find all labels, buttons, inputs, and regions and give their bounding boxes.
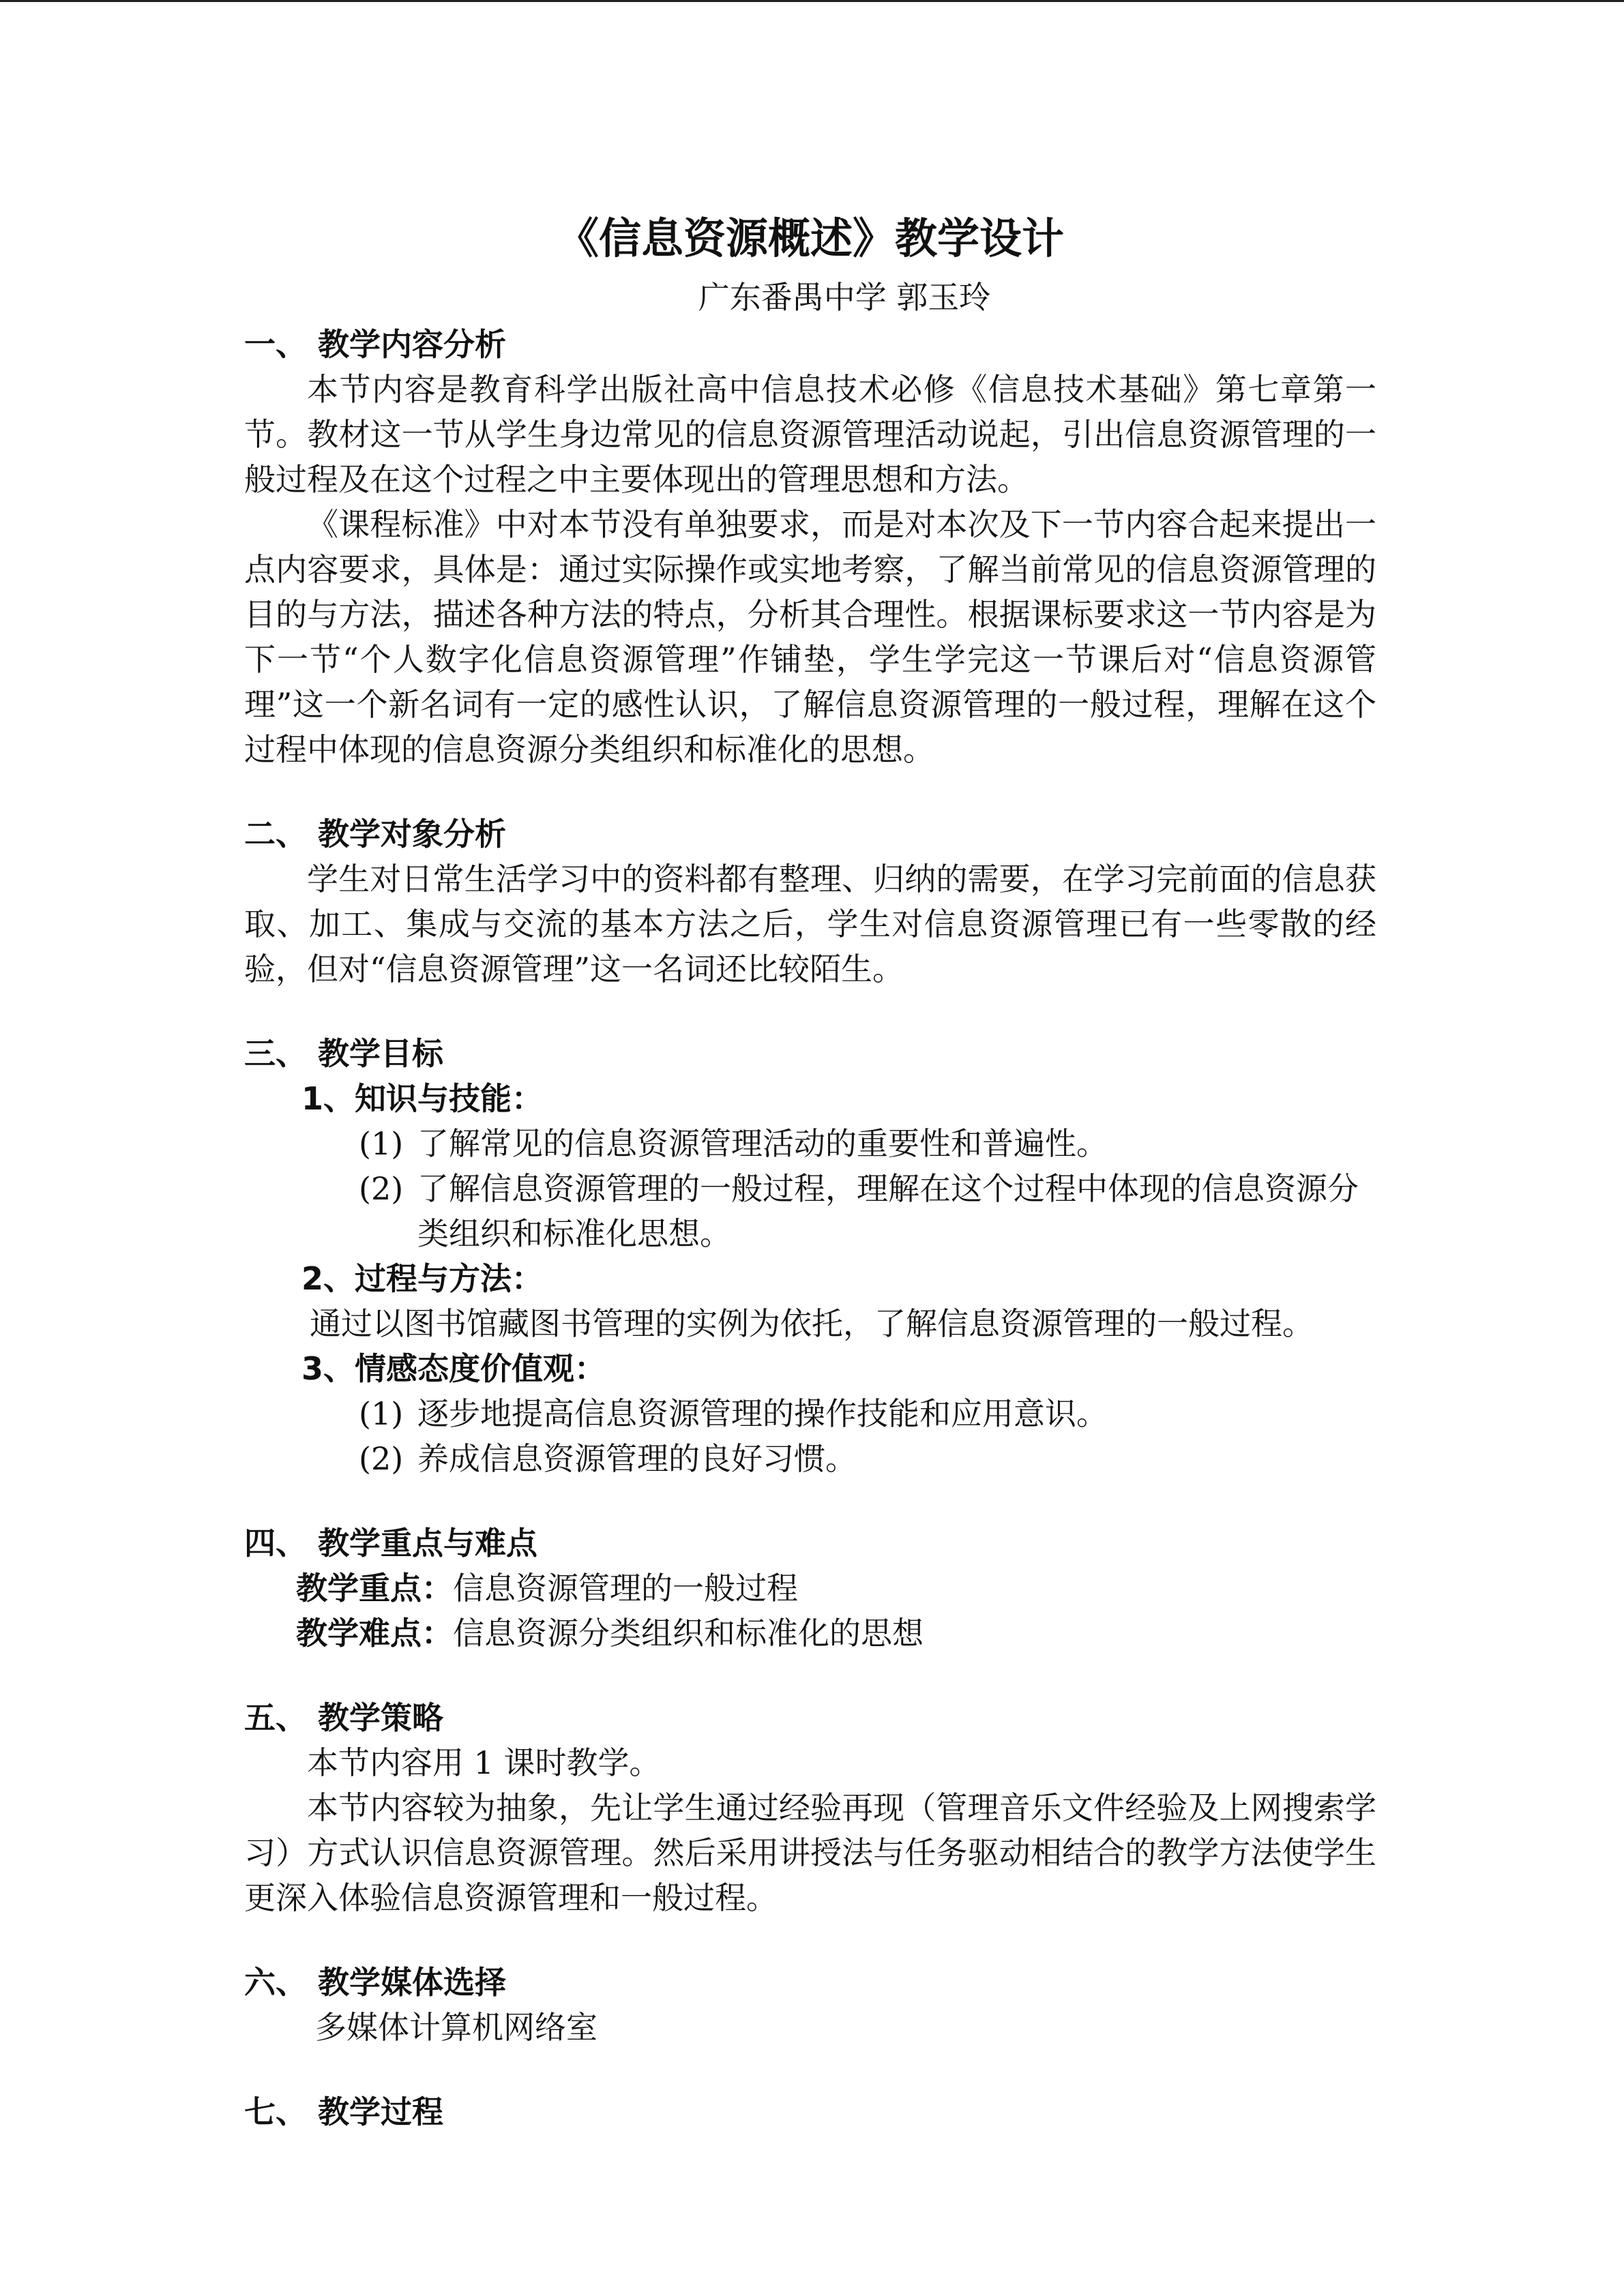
objective-attitude-heading: 3、情感态度价值观： [301, 1350, 606, 1387]
document-author: 广东番禺中学 郭玉玲 [698, 279, 991, 316]
section-5-title: 教学策略 [318, 1699, 443, 1736]
list-marker: (2) [359, 1170, 404, 1207]
section-3-number: 三、 [244, 1035, 307, 1072]
document-title: 《信息资源概述》教学设计 [556, 213, 1064, 263]
key-point-value: 信息资源管理的一般过程 [453, 1570, 798, 1607]
difficult-point-value: 信息资源分类组织和标准化的思想 [453, 1615, 924, 1652]
list-text: 了解常见的信息资源管理活动的重要性和普遍性。 [417, 1125, 1108, 1162]
section-1-paragraph-1: 本节内容是教育科学出版社高中信息技术必修《信息技术基础》第七章第一节。教材这一节从学生身边常见的信息资源管理活动说起，引出信息资源管理的一般过程及在这个过程之中主要体现出的管理思想和方法。 [244, 371, 1376, 498]
section-4-title: 教学重点与难点 [318, 1525, 537, 1562]
key-point-label: 教学重点： [296, 1570, 453, 1607]
section-6-heading [244, 1960, 1376, 2005]
section-7-number: 七、 [244, 2093, 307, 2130]
section-6-paragraph-1: 多媒体计算机网络室 [315, 2009, 597, 2046]
section-1-number: 一、 [244, 326, 307, 363]
spacer [244, 1656, 1376, 1695]
objective-process-heading: 2、过程与方法： [301, 1260, 544, 1297]
list-marker: (2) [359, 1440, 404, 1477]
section-4-heading [244, 1521, 1376, 1566]
list-text: 养成信息资源管理的良好习惯。 [417, 1440, 857, 1477]
list-text: 了解信息资源管理的一般过程，理解在这个过程中体现的信息资源分类组织和标准化思想。 [417, 1170, 1359, 1252]
section-7-heading [244, 2089, 1376, 2134]
section-5-paragraph-2: 本节内容较为抽象，先让学生通过经验再现（管理音乐文件经验及上网搜索学习）方式认识信息资源管理。然后采用讲授法与任务驱动相结合的教学方法使学生更深入体验信息资源管理和一般过程。 [244, 1789, 1376, 1916]
section-2-number: 二、 [244, 816, 307, 852]
section-4-number: 四、 [244, 1525, 307, 1562]
difficult-point-label: 教学难点： [296, 1615, 453, 1652]
section-1-heading [244, 322, 1376, 367]
key-point-line [244, 1566, 1376, 1611]
page-top-border [0, 0, 1624, 2]
spacer [244, 1920, 1376, 1960]
list-text: 逐步地提高信息资源管理的操作技能和应用意识。 [417, 1395, 1108, 1432]
section-5-heading [244, 1695, 1376, 1740]
list-item [244, 1121, 1376, 1166]
section-5-paragraph-1: 本节内容用 1 课时教学。 [307, 1744, 661, 1781]
objective-process-text: 通过以图书馆藏图书管理的实例为依托，了解信息资源管理的一般过程。 [310, 1305, 1314, 1342]
list-item [244, 1436, 1376, 1481]
section-6-title: 教学媒体选择 [318, 1964, 506, 2001]
section-5-number: 五、 [244, 1699, 307, 1736]
document-body [244, 205, 1376, 2134]
section-6-number: 六、 [244, 1964, 307, 2001]
list-marker: (1) [359, 1125, 404, 1162]
section-3-title: 教学目标 [318, 1035, 443, 1072]
section-1-paragraph-2: 《课程标准》中对本节没有单独要求，而是对本次及下一节内容合起来提出一点内容要求，具体是：通过实际操作或实地考察，了解当前常见的信息资源管理的目的与方法，描述各种方法的特点，分析其合理性。根据课标要求这一节内容是为下一节“个人数字化信息资源管理”作铺垫，学生学完这一节课后对“信息资源管理”这一个新名词有一定的感性认识，了解信息资源管理的一般过程，理解在这个过程中体现的信息资源分类组织和标准化的思想。 [244, 506, 1376, 768]
section-2-paragraph-1: 学生对日常生活学习中的资料都有整理、归纳的需要，在学习完前面的信息获取、加工、集成与交流的基本方法之后，学生对信息资源管理已有一些零散的经验，但对“信息资源管理”这一名词还比较陌生。 [244, 861, 1376, 987]
spacer [244, 1481, 1376, 1521]
section-2-heading [244, 811, 1376, 856]
section-7-title: 教学过程 [318, 2093, 443, 2130]
spacer [244, 772, 1376, 811]
list-marker: (1) [359, 1395, 404, 1432]
section-1-title: 教学内容分析 [318, 326, 506, 363]
spacer [244, 2050, 1376, 2089]
list-item [244, 1166, 1376, 1256]
section-2-title: 教学对象分析 [318, 816, 506, 852]
objective-knowledge-heading: 1、知识与技能： [301, 1080, 544, 1117]
difficult-point-line [244, 1611, 1376, 1656]
spacer [244, 992, 1376, 1031]
list-item [244, 1391, 1376, 1436]
section-3-heading [244, 1031, 1376, 1076]
